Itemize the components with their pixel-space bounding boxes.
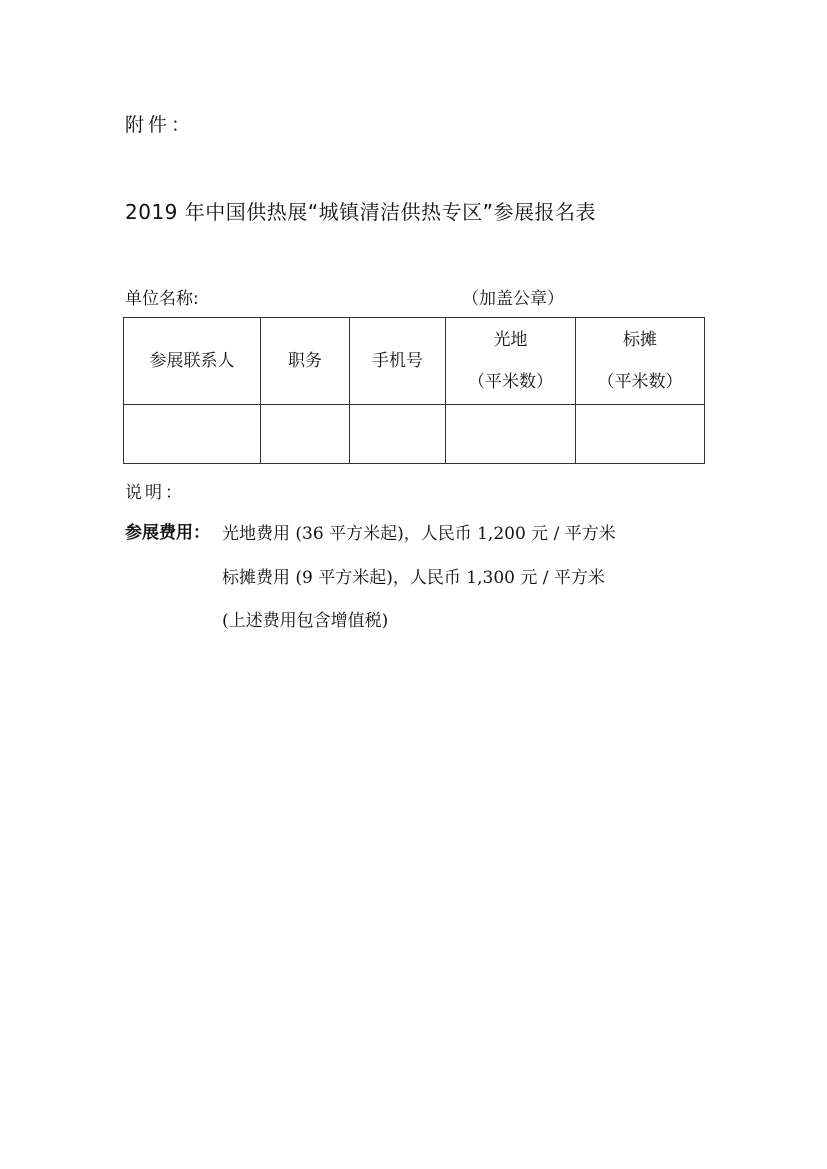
table-row xyxy=(124,405,705,464)
explanation-label: 说明： xyxy=(125,483,185,503)
header-label: 光地 xyxy=(493,329,528,350)
cell-standard-booth[interactable] xyxy=(576,405,705,464)
fee-line-standard-booth: 标摊费用 (9 平方米起)，人民币 1,300 元 / 平方米 xyxy=(222,568,605,588)
header-raw-space xyxy=(446,318,576,405)
header-label: 手机号 xyxy=(372,350,423,371)
cell-raw-space[interactable] xyxy=(446,405,576,464)
registration-table xyxy=(123,317,705,464)
fee-line-tax-note: (上述费用包含增值税) xyxy=(222,611,389,631)
unit-name-label: 单位名称: xyxy=(125,289,199,309)
table-header-row xyxy=(124,318,705,405)
form-title: 2019 年中国供热展“城镇清洁供热专区”参展报名表 xyxy=(125,200,596,224)
header-label: 参展联系人 xyxy=(149,350,235,371)
attachment-label: 附件： xyxy=(125,114,195,136)
fee-line-raw-space: 光地费用 (36 平方米起)，人民币 1,200 元 / 平方米 xyxy=(222,524,616,544)
cell-position[interactable] xyxy=(261,405,350,464)
fee-label: 参展费用： xyxy=(125,523,210,543)
cell-contact-person[interactable] xyxy=(124,405,261,464)
seal-note: （加盖公章） xyxy=(462,289,564,309)
header-standard-booth xyxy=(576,318,705,405)
header-unit-label: （平米数） xyxy=(597,371,683,392)
header-unit-label: （平米数） xyxy=(468,371,553,392)
header-mobile xyxy=(350,318,446,405)
header-label: 标摊 xyxy=(623,329,657,350)
header-contact-person xyxy=(124,318,261,405)
cell-mobile[interactable] xyxy=(350,405,446,464)
header-position xyxy=(261,318,350,405)
header-label: 职务 xyxy=(288,350,322,371)
